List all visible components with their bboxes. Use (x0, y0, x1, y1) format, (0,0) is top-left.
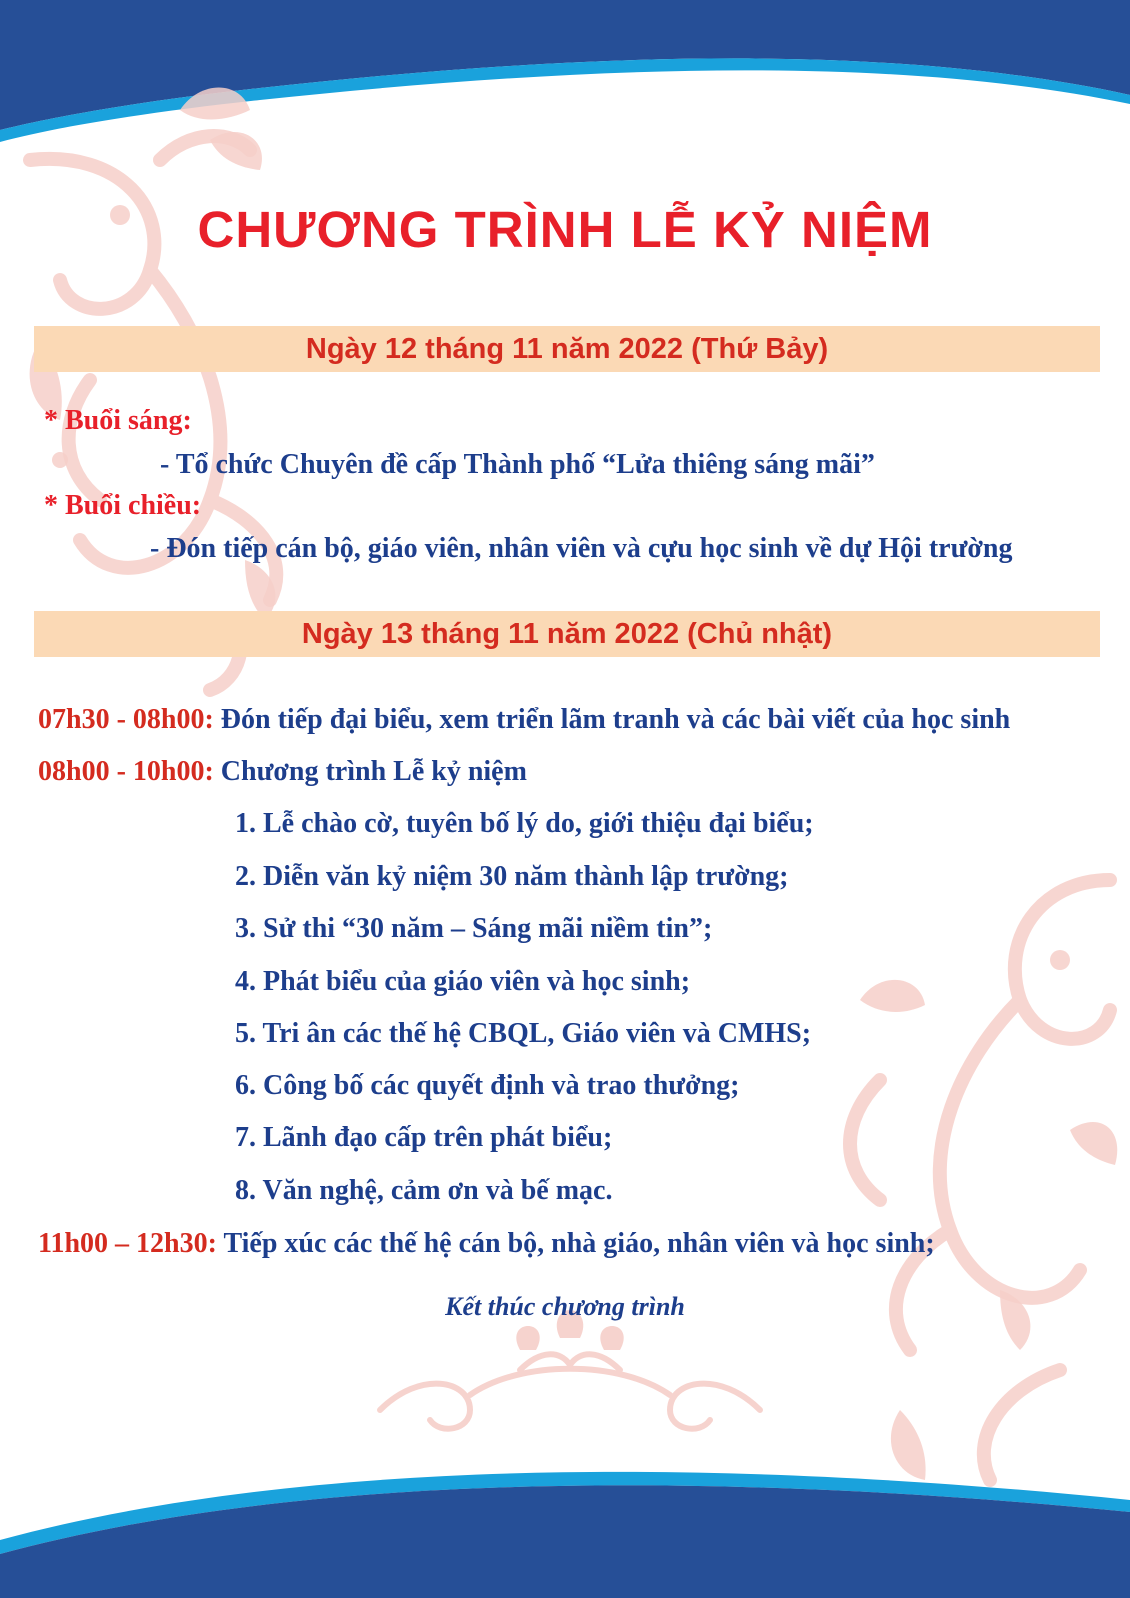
program-item: 3. Sử thi “30 năm – Sáng mãi niềm tin”; (235, 913, 713, 944)
program-item: 4. Phát biểu của giáo viên và học sinh; (235, 966, 691, 997)
schedule-time: 07h30 - 08h00: (38, 704, 214, 735)
afternoon-label: * Buổi chiều: (44, 490, 202, 521)
schedule-row-2 (38, 756, 527, 788)
day1-heading-band: Ngày 12 tháng 11 năm 2022 (Thứ Bảy) (34, 326, 1100, 372)
schedule-desc: Tiếp xúc các thế hệ cán bộ, nhà giáo, nhân viên và học sinh; (223, 1228, 935, 1259)
afternoon-item: - Đón tiếp cán bộ, giáo viên, nhân viên và cựu học sinh về dự Hội trường (150, 533, 1013, 564)
schedule-time: 11h00 – 12h30: (38, 1228, 217, 1259)
closing-text: Kết thúc chương trình (445, 1292, 685, 1321)
day2-heading-band: Ngày 13 tháng 11 năm 2022 (Chủ nhật) (34, 611, 1100, 657)
schedule-desc: Đón tiếp đại biểu, xem triển lãm tranh và các bài viết của học sinh (220, 704, 1011, 735)
program-item: 2. Diễn văn kỷ niệm 30 năm thành lập trường; (235, 861, 789, 892)
morning-item: - Tổ chức Chuyên đề cấp Thành phố “Lửa thiêng sáng mãi” (160, 449, 875, 480)
schedule-row-3 (38, 1228, 935, 1260)
program-item: 6. Công bố các quyết định và trao thưởng; (235, 1070, 740, 1101)
schedule-time: 08h00 - 10h00: (38, 756, 214, 787)
morning-label: * Buổi sáng: (44, 405, 192, 436)
program-item: 1. Lễ chào cờ, tuyên bố lý do, giới thiệu đại biểu; (235, 808, 814, 839)
schedule-row-1 (38, 704, 1010, 736)
page-title: CHƯƠNG TRÌNH LỄ KỶ NIỆM (197, 201, 933, 258)
program-item: 5. Tri ân các thế hệ CBQL, Giáo viên và CMHS; (235, 1018, 812, 1049)
schedule-desc: Chương trình Lễ kỷ niệm (220, 756, 527, 787)
program-item: 7. Lãnh đạo cấp trên phát biểu; (235, 1122, 613, 1153)
program-item: 8. Văn nghệ, cảm ơn và bế mạc. (235, 1175, 613, 1206)
